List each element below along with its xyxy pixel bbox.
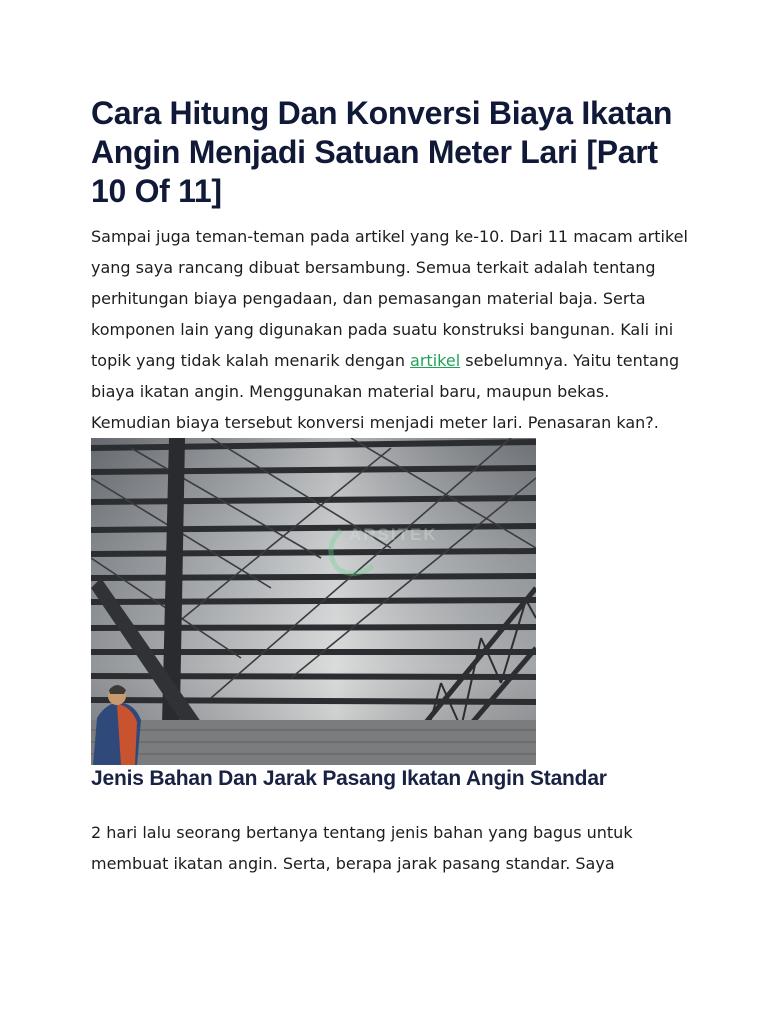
- section-heading: Jenis Bahan Dan Jarak Pasang Ikatan Angin Standar: [91, 767, 607, 790]
- section-paragraph: 2 hari lalu seorang bertanya tentang jenis bahan yang bagus untuk membuat ikatan angin. Serta, berapa jarak pasang standar. Saya: [91, 823, 633, 873]
- article-title: Cara Hitung Dan Konversi Biaya Ikatan Angin Menjadi Satuan Meter Lari [Part 10 Of 11]: [91, 95, 673, 209]
- steel-roof-truss-photo: [91, 438, 536, 765]
- intro-text-part2: sebelumnya. Yaitu tentang biaya ikatan angin. Menggunakan material baru, maupun bekas. Kemudian biaya tersebut konversi menjadi meter lari. Penasaran kan?.: [91, 351, 680, 432]
- intro-text-part1: Sampai juga teman-teman pada artikel yang ke-10. Dari 11 macam artikel yang saya rancang dibuat bersambung. Semua terkait adalah tentang perhitungan biaya pengadaan, dan pemasangan material baja. Serta komponen lain yang digunakan pada suatu konstruksi bangunan. Kali ini topik yang tidak kalah menarik dengan: [91, 227, 688, 370]
- image-watermark: ARSITEK: [349, 525, 438, 544]
- artikel-link[interactable]: artikel: [410, 351, 461, 370]
- article: [91, 94, 691, 879]
- intro-paragraph: [91, 221, 689, 438]
